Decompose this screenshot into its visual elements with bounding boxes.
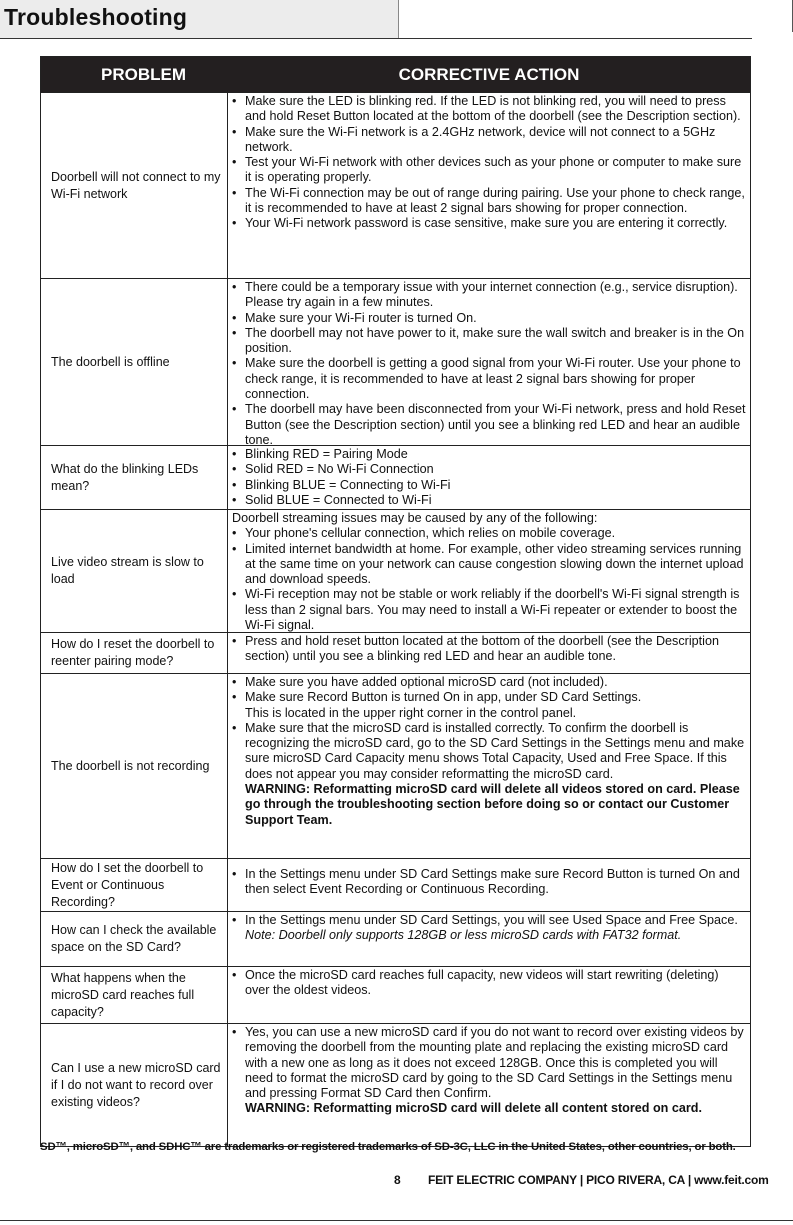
problem-cell: The doorbell is offline (41, 279, 228, 445)
action-bullet: • Make sure the LED is blinking red. If the LED is not blinking red, you will need to press and hold Reset Button located at the bottom of the doorbell (see the Description section). (232, 94, 741, 124)
warning-text: WARNING: Reformatting microSD card will delete all videos stored on card. Please go through the troubleshooting section before doing so or contact our Customer Support Team. (245, 782, 740, 827)
column-header-corrective-action: CORRECTIVE ACTION (398, 64, 580, 84)
action-bullet: • Make sure Record Button is turned On in app, under SD Card Settings. (232, 690, 642, 705)
action-cell (228, 633, 750, 673)
note-text: Note: Doorbell only supports 128GB or less microSD cards with FAT32 format. (245, 928, 682, 943)
page-title: Troubleshooting (4, 4, 188, 30)
column-header-problem: PROBLEM (101, 64, 186, 84)
problem-cell: The doorbell is not recording (41, 674, 228, 858)
page-number: 8 (394, 1173, 401, 1187)
action-bullet: • Make sure the Wi-Fi network is a 2.4GHz network, device will not connect to a 5GHz network. (232, 124, 716, 154)
action-cell (228, 446, 750, 509)
action-bullet: • Solid RED = No Wi-Fi Connection (232, 462, 434, 477)
action-bullet: • Yes, you can use a new microSD card if you do not want to record over existing videos by removing the doorbell from the mounting plate and replacing the existing microSD card with a new one as long as it does not exceed 128GB. Once this is completed you will need to format the microSD card by going to the SD Card Settings in the Settings menu and pressing Format SD Card then Confirm. (232, 1025, 744, 1101)
table-row (41, 509, 750, 632)
troubleshooting-table (40, 56, 751, 1147)
table-row (41, 911, 750, 966)
action-bullet: • There could be a temporary issue with your internet connection (e.g., service disruption). Please try again in a few minutes. (232, 280, 738, 310)
action-cell (228, 93, 750, 278)
action-intro: Doorbell streaming issues may be caused by any of the following: (232, 511, 598, 525)
table-row (41, 858, 750, 911)
action-subnote: This is located in the upper right corner in the control panel. (245, 705, 577, 720)
action-bullet: • Test your Wi-Fi network with other devices such as your phone or computer to make sure it is operating properly. (232, 155, 742, 185)
table-row (41, 1023, 750, 1146)
action-bullet: • Make sure that the microSD card is installed correctly. To confirm the doorbell is recognizing the microSD card, go to the SD Card Settings in the Settings menu and make sure microSD Card Capacity menu shows Total Capacity, Used and Free Space. If this does not appear you may consider reformatting the microSD card. (232, 720, 745, 781)
company-footer: FEIT ELECTRIC COMPANY | PICO RIVERA, CA | www.feit.com (428, 1173, 769, 1187)
action-bullet: • Make sure you have added optional microSD card (not included). (232, 675, 608, 689)
table-row (41, 966, 750, 1023)
action-bullet: • Blinking BLUE = Connecting to Wi-Fi (232, 477, 451, 492)
action-bullet: • Solid BLUE = Connected to Wi-Fi (232, 492, 432, 507)
problem-cell: How do I set the doorbell to Event or Continuous Recording? (41, 859, 228, 911)
action-bullet: • In the Settings menu under SD Card Settings make sure Record Button is turned On and then select Event Recording or Continuous Recording. (232, 867, 740, 897)
header-rule (0, 38, 752, 39)
action-cell (228, 859, 750, 911)
action-bullet: • Make sure the doorbell is getting a good signal from your Wi-Fi router. Use your phone to check range, it is recommended to have at least 2 signal bars showing for proper connection. (232, 356, 741, 402)
problem-cell: How do I reset the doorbell to reenter pairing mode? (41, 633, 228, 673)
action-bullet: • Make sure your Wi-Fi router is turned On. (232, 310, 477, 325)
header-tab (0, 0, 399, 38)
table-row (41, 445, 750, 509)
action-bullet: • In the Settings menu under SD Card Settings, you will see Used Space and Free Space. (232, 913, 738, 927)
action-bullet: • The Wi-Fi connection may be out of range during pairing. Use your phone to check range, it is recommended to have at least 2 signal bars showing for proper connection. (232, 185, 745, 216)
action-cell (228, 1024, 750, 1146)
action-bullet: • Once the microSD card reaches full capacity, new videos will start rewriting (deleting) over the oldest videos. (232, 968, 719, 998)
action-cell (228, 510, 750, 632)
table-row (41, 673, 750, 858)
action-cell (228, 912, 750, 966)
trademark-footnote: SD™, microSD™, and SDHC™ are trademarks or registered trademarks of SD-3C, LLC in the United States, other countries, or both. (40, 1141, 736, 1153)
warning-text: WARNING: Reformatting microSD card will delete all content stored on card. (245, 1101, 702, 1116)
action-cell (228, 674, 750, 858)
action-bullet: • Wi-Fi reception may not be stable or work reliably if the doorbell's Wi-Fi signal strength is less than 2 signal bars. You may need to install a Wi-Fi repeater or extender to boost the Wi-Fi signal. (232, 587, 740, 633)
action-bullet: • Your phone's cellular connection, which relies on mobile coverage. (232, 526, 616, 541)
action-bullet: • Blinking RED = Pairing Mode (232, 447, 408, 461)
bottom-rule (0, 1220, 793, 1221)
problem-cell: Can I use a new microSD card if I do not want to record over existing videos? (41, 1024, 228, 1146)
problem-cell: How can I check the available space on the SD Card? (41, 912, 228, 966)
action-cell (228, 967, 750, 1023)
table-header (41, 57, 750, 92)
action-bullet: • Your Wi-Fi network password is case sensitive, make sure you are entering it correctly. (232, 216, 728, 231)
action-cell (228, 279, 750, 445)
problem-cell: Live video stream is slow to load (41, 510, 228, 632)
table-row (41, 278, 750, 445)
action-bullet: • The doorbell may not have power to it, make sure the wall switch and breaker is in the On position. (232, 325, 745, 356)
problem-cell: Doorbell will not connect to my Wi-Fi network (41, 93, 228, 278)
problem-cell: What do the blinking LEDs mean? (41, 446, 228, 509)
table-row (41, 632, 750, 673)
table-row (41, 92, 750, 278)
action-bullet: • Press and hold reset button located at the bottom of the doorbell (see the Description section) until you see a blinking red LED and hear an audible tone. (232, 634, 719, 664)
action-bullet: • Limited internet bandwidth at home. For example, other video streaming services running at the same time on your network can cause congestion slowing down the internet upload and download speeds. (232, 541, 744, 587)
action-bullet: • The doorbell may have been disconnected from your Wi-Fi network, press and hold Reset Button (see the Description section) until you see a blinking red LED and hear an audible tone. (232, 402, 746, 447)
problem-cell: What happens when the microSD card reaches full capacity? (41, 967, 228, 1023)
